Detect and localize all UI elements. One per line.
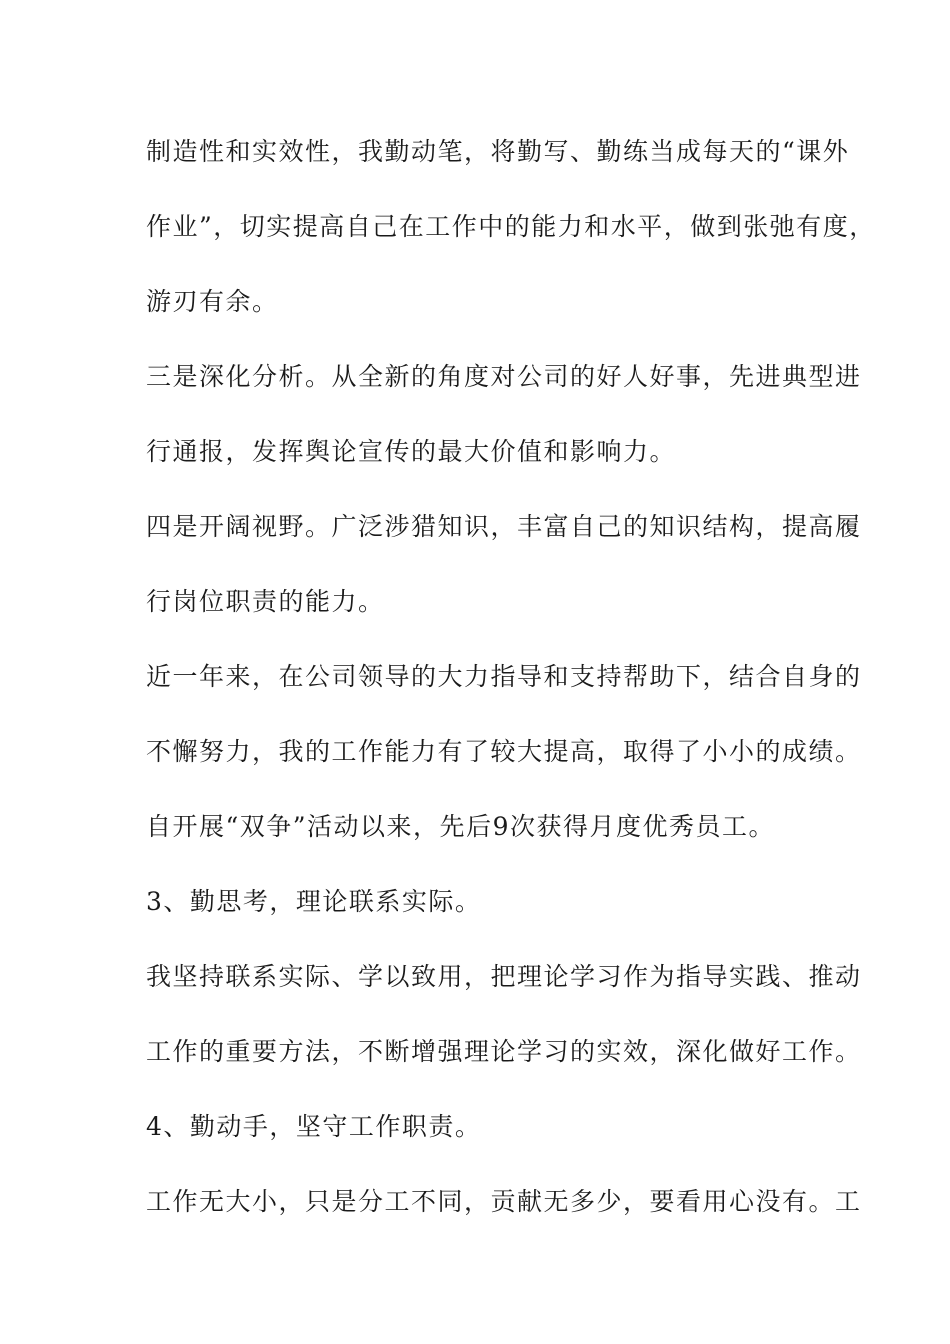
text-line: 近一年来，在公司领导的大力指导和支持帮助下，结合自身的 bbox=[146, 662, 862, 691]
text-line: 不懈努力，我的工作能力有了较大提高，取得了小小的成绩。 bbox=[146, 737, 862, 766]
text-line: 工作的重要方法，不断增强理论学习的实效，深化做好工作。 bbox=[146, 1037, 862, 1066]
text-line: 制造性和实效性，我勤动笔，将勤写、勤练当成每天的“课外 bbox=[146, 137, 850, 166]
text-line: 三是深化分析。从全新的角度对公司的好人好事，先进典型进 bbox=[146, 362, 862, 391]
text-line: 行岗位职责的能力。 bbox=[146, 587, 385, 616]
text-line: 自开展“双争”活动以来，先后9次获得月度优秀员工。 bbox=[146, 812, 775, 841]
section-heading: 4、勤动手，坚守工作职责。 bbox=[146, 1112, 482, 1141]
text-line: 工作无大小，只是分工不同，贡献无多少，要看用心没有。工 bbox=[146, 1187, 862, 1216]
section-heading: 3、勤思考，理论联系实际。 bbox=[146, 887, 482, 916]
text-line: 四是开阔视野。广泛涉猎知识，丰富自己的知识结构，提高履 bbox=[146, 512, 862, 541]
text-line: 我坚持联系实际、学以致用，把理论学习作为指导实践、推动 bbox=[146, 962, 862, 991]
text-line: 行通报，发挥舆论宣传的最大价值和影响力。 bbox=[146, 437, 677, 466]
text-line: 作业”，切实提高自己在工作中的能力和水平，做到张弛有度， bbox=[146, 212, 876, 241]
text-line: 游刃有余。 bbox=[146, 287, 279, 316]
